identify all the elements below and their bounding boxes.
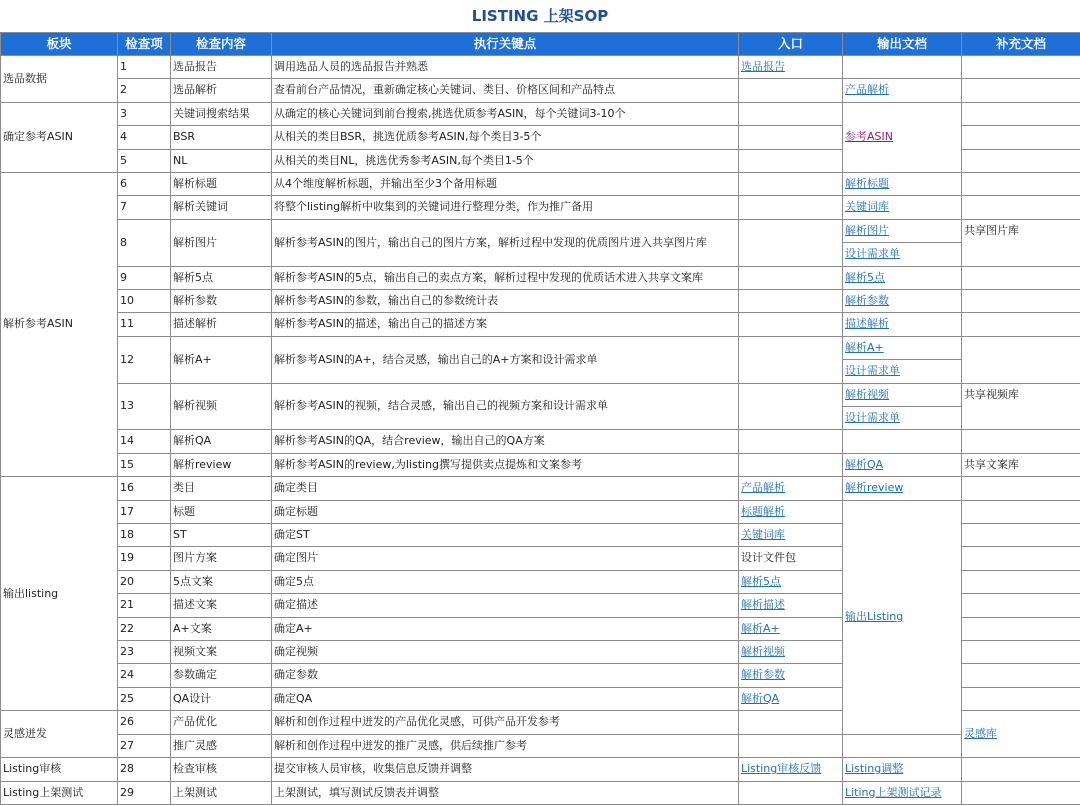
entry-cell (739, 196, 843, 219)
check-item: NL (171, 149, 272, 172)
key-point: 调用选品人员的选品报告并熟悉 (272, 56, 739, 79)
supplement-doc-cell (962, 430, 1080, 453)
key-point: 确定描述 (272, 594, 739, 617)
output-doc-cell (843, 336, 962, 383)
entry-cell (739, 79, 843, 102)
item-number: 21 (118, 594, 171, 617)
output-doc-link[interactable]: 参考ASIN (843, 102, 962, 172)
supplement-doc-cell (962, 524, 1080, 547)
key-point: 从4个维度解析标题，并输出至少3个备用标题 (272, 173, 739, 196)
supplement-doc-cell (962, 126, 1080, 149)
item-number: 25 (118, 687, 171, 710)
check-item: 解析参数 (171, 290, 272, 313)
supplement-doc-cell (962, 313, 1080, 336)
key-point: 解析参考ASIN的图片，输出自己的图片方案，解析过程中发现的优质图片进入共享图片库 (272, 219, 739, 266)
output-doc-link[interactable]: Listing调整 (843, 758, 962, 781)
supplement-doc-cell (962, 149, 1080, 172)
entry-cell (739, 313, 843, 336)
key-point: 从确定的核心关键词到前台搜索,挑选优质参考ASIN，每个关键词3-10个 (272, 102, 739, 125)
key-point: 确定5点 (272, 570, 739, 593)
key-point: 确定ST (272, 524, 739, 547)
entry-cell (739, 734, 843, 757)
supplement-doc-cell (962, 290, 1080, 313)
output-doc-link[interactable]: 描述解析 (843, 313, 962, 336)
key-point: 解析参考ASIN的视频，结合灵感，输出自己的视频方案和设计需求单 (272, 383, 739, 430)
sheet-title: LISTING 上架SOP (471, 7, 609, 25)
supplement-doc-cell (962, 102, 1080, 125)
item-number: 8 (118, 219, 171, 266)
output-doc-link[interactable]: 关键词库 (843, 196, 962, 219)
item-number: 1 (118, 56, 171, 79)
key-point: 将整个listing解析中收集到的关键词进行整理分类，作为推广备用 (272, 196, 739, 219)
key-point: 解析参考ASIN的5点，输出自己的卖点方案，解析过程中发现的优质话术进入共享文案库 (272, 266, 739, 289)
entry-cell (739, 126, 843, 149)
col-header-check-content: 检查内容 (171, 33, 272, 56)
table-row (1, 453, 1080, 476)
supplement-doc-cell: 共享文案库 (962, 453, 1080, 476)
key-point: 提交审核人员审核，收集信息反馈并调整 (272, 758, 739, 781)
check-item: 上架测试 (171, 781, 272, 804)
section-cell: 确定参考ASIN (1, 102, 118, 172)
check-item: QA设计 (171, 687, 272, 710)
key-point: 确定A+ (272, 617, 739, 640)
table-row (1, 102, 1080, 125)
item-number: 17 (118, 500, 171, 523)
check-item: 视频文案 (171, 641, 272, 664)
entry-cell[interactable]: 关键词库 (739, 524, 843, 547)
item-number: 7 (118, 196, 171, 219)
key-point: 解析参考ASIN的QA，结合review，输出自己的QA方案 (272, 430, 739, 453)
key-point: 确定视频 (272, 641, 739, 664)
entry-cell (739, 219, 843, 266)
supplement-doc-cell (962, 196, 1080, 219)
item-number: 3 (118, 102, 171, 125)
item-number: 15 (118, 453, 171, 476)
supplement-doc-cell (962, 266, 1080, 289)
supplement-doc-cell (962, 641, 1080, 664)
col-header-supplement-doc: 补充文档 (962, 33, 1080, 56)
item-number: 12 (118, 336, 171, 383)
entry-cell (739, 149, 843, 172)
entry-cell (739, 336, 843, 383)
check-item: 参数确定 (171, 664, 272, 687)
check-item: 标题 (171, 500, 272, 523)
item-number: 20 (118, 570, 171, 593)
output-doc-link[interactable]: 设计需求单 (845, 364, 900, 378)
supplement-doc-cell (962, 781, 1080, 804)
table-row (1, 781, 1080, 804)
output-doc-link[interactable]: 解析视频 (843, 384, 961, 407)
section-cell: Listing审核 (1, 758, 118, 781)
entry-cell (739, 453, 843, 476)
check-item: 推广灵感 (171, 734, 272, 757)
table-row (1, 734, 1080, 757)
output-doc-link[interactable]: 灵感库 (962, 711, 1080, 758)
table-row (1, 79, 1080, 102)
entry-cell[interactable]: Listing审核反馈 (739, 758, 843, 781)
table-row (1, 500, 1080, 523)
col-header-entry: 入口 (739, 33, 843, 56)
item-number: 22 (118, 617, 171, 640)
item-number: 18 (118, 524, 171, 547)
output-doc-link[interactable]: 产品解析 (843, 79, 962, 102)
item-number: 16 (118, 477, 171, 500)
item-number: 26 (118, 711, 171, 734)
table-row (1, 266, 1080, 289)
table-row (1, 336, 1080, 383)
supplement-doc-cell (962, 173, 1080, 196)
entry-cell[interactable]: 解析参数 (739, 664, 843, 687)
check-item: 描述文案 (171, 594, 272, 617)
item-number: 23 (118, 641, 171, 664)
check-item: 描述解析 (171, 313, 272, 336)
entry-cell: 设计文件包 (739, 547, 843, 570)
key-point: 解析参考ASIN的参数，输出自己的参数统计表 (272, 290, 739, 313)
table-row (1, 173, 1080, 196)
item-number: 24 (118, 664, 171, 687)
item-number: 29 (118, 781, 171, 804)
item-number: 28 (118, 758, 171, 781)
output-doc-cell (843, 56, 962, 79)
supplement-doc-cell (962, 56, 1080, 79)
item-number: 13 (118, 383, 171, 430)
entry-cell (739, 173, 843, 196)
supplement-doc-cell (962, 477, 1080, 500)
key-point: 确定标题 (272, 500, 739, 523)
entry-cell (739, 711, 843, 734)
key-point: 上架测试，填写测试反馈表并调整 (272, 781, 739, 804)
output-doc-link[interactable]: 设计需求单 (845, 411, 900, 425)
item-number: 4 (118, 126, 171, 149)
output-doc-link[interactable]: 解析参数 (843, 290, 962, 313)
check-item: 类目 (171, 477, 272, 500)
supplement-doc-cell (962, 758, 1080, 781)
entry-cell (739, 102, 843, 125)
entry-cell (739, 781, 843, 804)
check-item: 解析图片 (171, 219, 272, 266)
supplement-doc-cell (962, 687, 1080, 710)
entry-cell[interactable]: 产品解析 (739, 477, 843, 500)
key-point: 查看前台产品情况，重新确定核心关键词、类目、价格区间和产品特点 (272, 79, 739, 102)
entry-cell[interactable]: 标题解析 (739, 500, 843, 523)
entry-cell (739, 383, 843, 430)
check-item: 解析QA (171, 430, 272, 453)
key-point: 从相关的类目NL，挑选优秀参考ASIN,每个类目1-5个 (272, 149, 739, 172)
key-point: 解析参考ASIN的A+，结合灵感，输出自己的A+方案和设计需求单 (272, 336, 739, 383)
entry-cell (739, 430, 843, 453)
check-item: ST (171, 524, 272, 547)
output-doc-link[interactable]: 解析图片 (843, 220, 961, 243)
supplement-doc-cell (962, 594, 1080, 617)
entry-cell (739, 290, 843, 313)
check-item: 解析视频 (171, 383, 272, 430)
entry-cell[interactable]: 解析视频 (739, 641, 843, 664)
section-cell: 选品数据 (1, 56, 118, 103)
check-item: 产品优化 (171, 711, 272, 734)
supplement-doc-cell (962, 617, 1080, 640)
supplement-doc-cell: 共享图片库 (962, 219, 1080, 266)
entry-cell (739, 266, 843, 289)
key-point: 解析参考ASIN的review,为listing撰写提供卖点提炼和文案参考 (272, 453, 739, 476)
section-cell: 灵感迸发 (1, 711, 118, 758)
col-header-output-doc: 输出文档 (843, 33, 962, 56)
item-number: 11 (118, 313, 171, 336)
item-number: 5 (118, 149, 171, 172)
section-cell: Listing上架测试 (1, 781, 118, 804)
col-header-item-no: 检查项 (118, 33, 171, 56)
output-doc-link[interactable]: 解析review (843, 477, 962, 500)
table-row (1, 290, 1080, 313)
key-point: 从相关的类目BSR，挑选优质参考ASIN,每个类目3-5个 (272, 126, 739, 149)
output-doc-cell (843, 266, 962, 289)
output-doc-link[interactable]: 输出Listing (843, 500, 962, 734)
supplement-doc-cell (962, 500, 1080, 523)
item-number: 9 (118, 266, 171, 289)
supplement-doc-cell (962, 79, 1080, 102)
header-row (1, 33, 1080, 56)
entry-cell[interactable]: 解析5点 (739, 570, 843, 593)
section-cell: 解析参考ASIN (1, 173, 118, 477)
table-row (1, 313, 1080, 336)
supplement-doc-cell (962, 336, 1080, 383)
check-item: 检查审核 (171, 758, 272, 781)
check-item: 解析A+ (171, 336, 272, 383)
check-item: A+文案 (171, 617, 272, 640)
output-doc-link[interactable]: 解析5点 (845, 270, 885, 284)
col-header-key-points: 执行关键点 (272, 33, 739, 56)
entry-cell[interactable]: 解析描述 (739, 594, 843, 617)
item-number: 14 (118, 430, 171, 453)
output-doc-cell (843, 430, 962, 453)
col-header-section: 板块 (1, 33, 118, 56)
output-doc-link[interactable]: Liting上架测试记录 (843, 781, 962, 804)
check-item: 图片方案 (171, 547, 272, 570)
item-number: 6 (118, 173, 171, 196)
key-point: 确定类目 (272, 477, 739, 500)
key-point: 解析和创作过程中迸发的产品优化灵感，可供产品开发参考 (272, 711, 739, 734)
key-point: 解析参考ASIN的描述，输出自己的描述方案 (272, 313, 739, 336)
table-row (1, 477, 1080, 500)
key-point: 确定图片 (272, 547, 739, 570)
check-item: 5点文案 (171, 570, 272, 593)
output-doc-link[interactable]: 解析标题 (843, 173, 962, 196)
supplement-doc-cell: 共享视频库 (962, 383, 1080, 430)
key-point: 确定QA (272, 687, 739, 710)
item-number: 2 (118, 79, 171, 102)
key-point: 确定参数 (272, 664, 739, 687)
supplement-doc-cell (962, 547, 1080, 570)
check-item: 解析关键词 (171, 196, 272, 219)
section-cell: 输出listing (1, 477, 118, 711)
output-doc-link[interactable]: 设计需求单 (845, 247, 900, 261)
check-item: 解析5点 (171, 266, 272, 289)
key-point: 解析和创作过程中迸发的推广灵感，供后续推广参考 (272, 734, 739, 757)
check-item: 选品解析 (171, 79, 272, 102)
entry-cell[interactable]: 解析QA (739, 687, 843, 710)
output-doc-cell (843, 383, 962, 430)
entry-cell[interactable]: 选品报告 (739, 56, 843, 79)
check-item: 选品报告 (171, 56, 272, 79)
item-number: 10 (118, 290, 171, 313)
output-doc-cell (843, 219, 962, 266)
check-item: 解析review (171, 453, 272, 476)
supplement-doc-cell (962, 664, 1080, 687)
table-row (1, 56, 1080, 79)
item-number: 19 (118, 547, 171, 570)
output-doc-link[interactable]: 解析A+ (843, 337, 961, 360)
table-row (1, 219, 1080, 266)
check-item: 解析标题 (171, 173, 272, 196)
table-row (1, 430, 1080, 453)
sop-table (0, 32, 1080, 805)
supplement-doc-cell (962, 570, 1080, 593)
entry-cell[interactable]: 解析A+ (739, 617, 843, 640)
check-item: 关键词搜索结果 (171, 102, 272, 125)
table-row (1, 383, 1080, 430)
item-number: 27 (118, 734, 171, 757)
output-doc-link[interactable]: 解析QA (843, 453, 962, 476)
table-row (1, 758, 1080, 781)
table-row (1, 196, 1080, 219)
check-item: BSR (171, 126, 272, 149)
